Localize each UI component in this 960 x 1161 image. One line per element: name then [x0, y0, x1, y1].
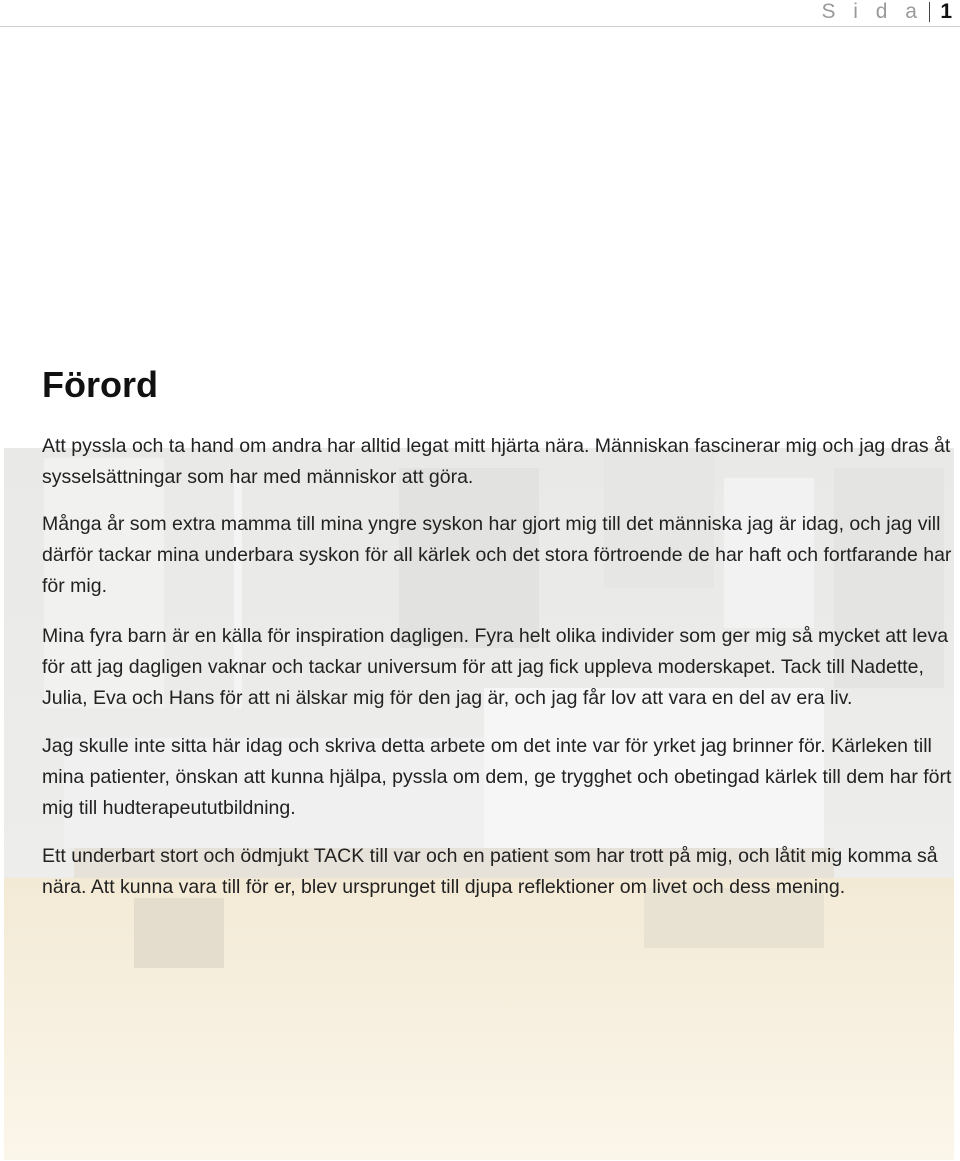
body-text — [42, 431, 957, 903]
paragraph: Mina fyra barn är en källa för inspiration dagligen. Fyra helt olika individer som ger mig så mycket att leva för att jag dagligen vaknar och tackar universum för att jag fick uppleva moderskapet. Tack till Nadette, Julia, Eva och Hans för att ni älskar mig för den jag är, och jag får lov att vara en del av era liv. — [42, 625, 949, 709]
paragraph: Många år som extra mamma till mina yngre syskon har gjort mig till det människa jag är idag, och jag vill därför tackar mina underbara syskon för all kärlek och det stora förtroende de har haft och fortfarande har för mig. — [42, 513, 952, 597]
page-number: 1 — [940, 0, 952, 23]
paragraph: Ett underbart stort och ödmjukt TACK till var och en patient som har trott på mig, och låtit mig komma så nära. Att kunna vara till för er, blev ursprunget till djupa reflektioner om livet och dess mening. — [42, 845, 938, 898]
page-title: Förord — [42, 364, 158, 405]
paragraph: Jag skulle inte sitta här idag och skriva detta arbete om det inte var för yrket jag brinner för. Kärleken till mina patienter, önskan att kunna hjälpa, pyssla om dem, ge trygghet och obetingad kärlek till dem har fört mig till hudterapeututbildning. — [42, 735, 952, 819]
header-divider — [929, 2, 930, 22]
paragraph: Att pyssla och ta hand om andra har alltid legat mitt hjärta nära. Människan fascinerar mig och jag dras åt sysselsättningar som har med människor att göra. — [42, 435, 951, 488]
page-label: S i d a — [821, 0, 923, 23]
page-header — [0, 0, 960, 27]
